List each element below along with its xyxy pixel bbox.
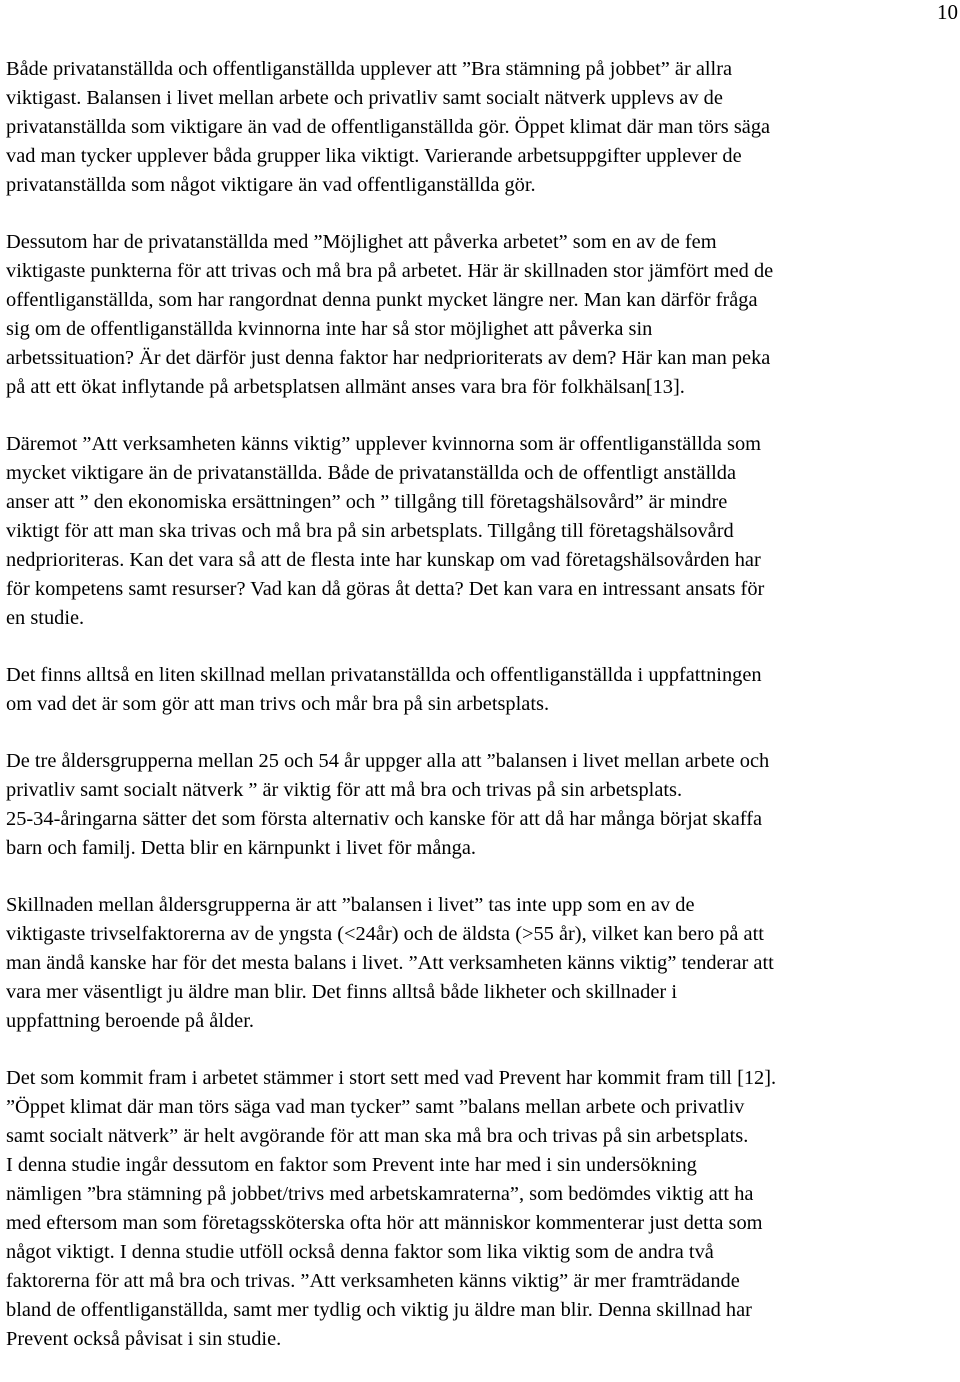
text-line: I denna studie ingår dessutom en faktor som Prevent inte har med i sin undersökning [6,1154,697,1176]
text-line: anser att ” den ekonomiska ersättningen” och ” tillgång till företagshälsovård” är mindre [6,491,728,513]
text-line: privatanställda som viktigare än vad de offentliganställda gör. Öppet klimat där man törs säga [6,116,771,138]
text-line: viktigaste punkterna för att trivas och må bra på arbetet. Här är skillnaden stor jämfört med de [6,260,774,282]
paragraph-3 [6,430,958,633]
text-line: med eftersom man som företagssköterska ofta hör att människor kommenterar just detta som [6,1212,763,1234]
text-line: sig om de offentliganställda kvinnorna inte har så stor möjlighet att påverka sin [6,318,653,340]
paragraph-7 [6,1064,958,1354]
text-line: privatliv samt socialt nätverk ” är viktig för att må bra och trivas på sin arbetsplats. [6,779,683,801]
text-line: De tre åldersgrupperna mellan 25 och 54 år uppger alla att ”balansen i livet mellan arbete och [6,750,770,772]
text-line: Skillnaden mellan åldersgrupperna är att ”balansen i livet” tas inte upp som en av de [6,894,695,916]
text-line: viktigast. Balansen i livet mellan arbete och privatliv samt socialt nätverk upplevs av de [6,87,723,109]
text-line: uppfattning beroende på ålder. [6,1010,254,1032]
text-line: man ändå kanske har för det mesta balans i livet. ”Att verksamheten känns viktig” tenderar att [6,952,774,974]
paragraph-2 [6,228,958,402]
paragraph-1 [6,55,958,200]
text-line: vara mer väsentligt ju äldre man blir. Det finns alltså både likheter och skillnader i [6,981,677,1003]
text-line: om vad det är som gör att man trivs och mår bra på sin arbetsplats. [6,693,550,715]
text-line: ”Öppet klimat där man törs säga vad man tycker” samt ”balans mellan arbete och privatliv [6,1096,745,1118]
text-line: Det som kommit fram i arbetet stämmer i stort sett med vad Prevent har kommit fram till [12]. [6,1067,777,1089]
text-line: en studie. [6,607,85,629]
text-line: Det finns alltså en liten skillnad mellan privatanställda och offentliganställda i uppfattningen [6,664,762,686]
text-line: mycket viktigare än de privatanställda. Både de privatanställda och de offentligt anställda [6,462,737,484]
text-line: barn och familj. Detta blir en kärnpunkt i livet för många. [6,837,476,859]
text-line: Både privatanställda och offentliganställda upplever att ”Bra stämning på jobbet” är allra [6,58,733,80]
document-body [6,55,958,1382]
text-line: viktigaste trivselfaktorerna av de yngsta (<24år) och de äldsta (>55 år), vilket kan bero på att [6,923,764,945]
text-line: något viktigt. I denna studie utföll också denna faktor som lika viktig som de andra två [6,1241,714,1263]
text-line: faktorerna för att må bra och trivas. ”Att verksamheten känns viktig” är mer framträdande [6,1270,740,1292]
paragraph-5 [6,747,958,863]
text-line: samt socialt nätverk” är helt avgörande för att man ska må bra och trivas på sin arbetsplats. [6,1125,749,1147]
page-number: 10 [937,0,958,24]
text-line: Dessutom har de privatanställda med ”Möjlighet att påverka arbetet” som en av de fem [6,231,717,253]
text-line: arbetssituation? Är det därför just denna faktor har nedprioriterats av dem? Här kan man peka [6,347,771,369]
text-line: Prevent också påvisat i sin studie. [6,1328,282,1350]
text-line: 25-34-åringarna sätter det som första alternativ och kanske för att då har många börjat skaffa [6,808,763,830]
paragraph-6 [6,891,958,1036]
text-line: vad man tycker upplever båda grupper lika viktigt. Varierande arbetsuppgifter upplever de [6,145,742,167]
text-line: privatanställda som något viktigare än vad offentliganställda gör. [6,174,536,196]
text-line: för kompetens samt resurser? Vad kan då göras åt detta? Det kan vara en intressant ansats för [6,578,765,600]
text-line: nedprioriteras. Kan det vara så att de flesta inte har kunskap om vad företagshälsovården har [6,549,761,571]
text-line: offentliganställda, som har rangordnat denna punkt mycket längre ner. Man kan därför fråga [6,289,758,311]
text-line: viktigt för att man ska trivas och må bra på sin arbetsplats. Tillgång till företagshälsovård [6,520,734,542]
paragraph-4 [6,661,958,719]
text-line: Däremot ”Att verksamheten känns viktig” upplever kvinnorna som är offentliganställda som [6,433,762,455]
text-line: bland de offentliganställda, samt mer tydlig och viktig ju äldre man blir. Denna skillnad har [6,1299,752,1321]
text-line: nämligen ”bra stämning på jobbet/trivs med arbetskamraterna”, som bedömdes viktig att ha [6,1183,754,1205]
text-line: på att ett ökat inflytande på arbetsplatsen allmänt anses vara bra för folkhälsan[13]. [6,376,685,398]
